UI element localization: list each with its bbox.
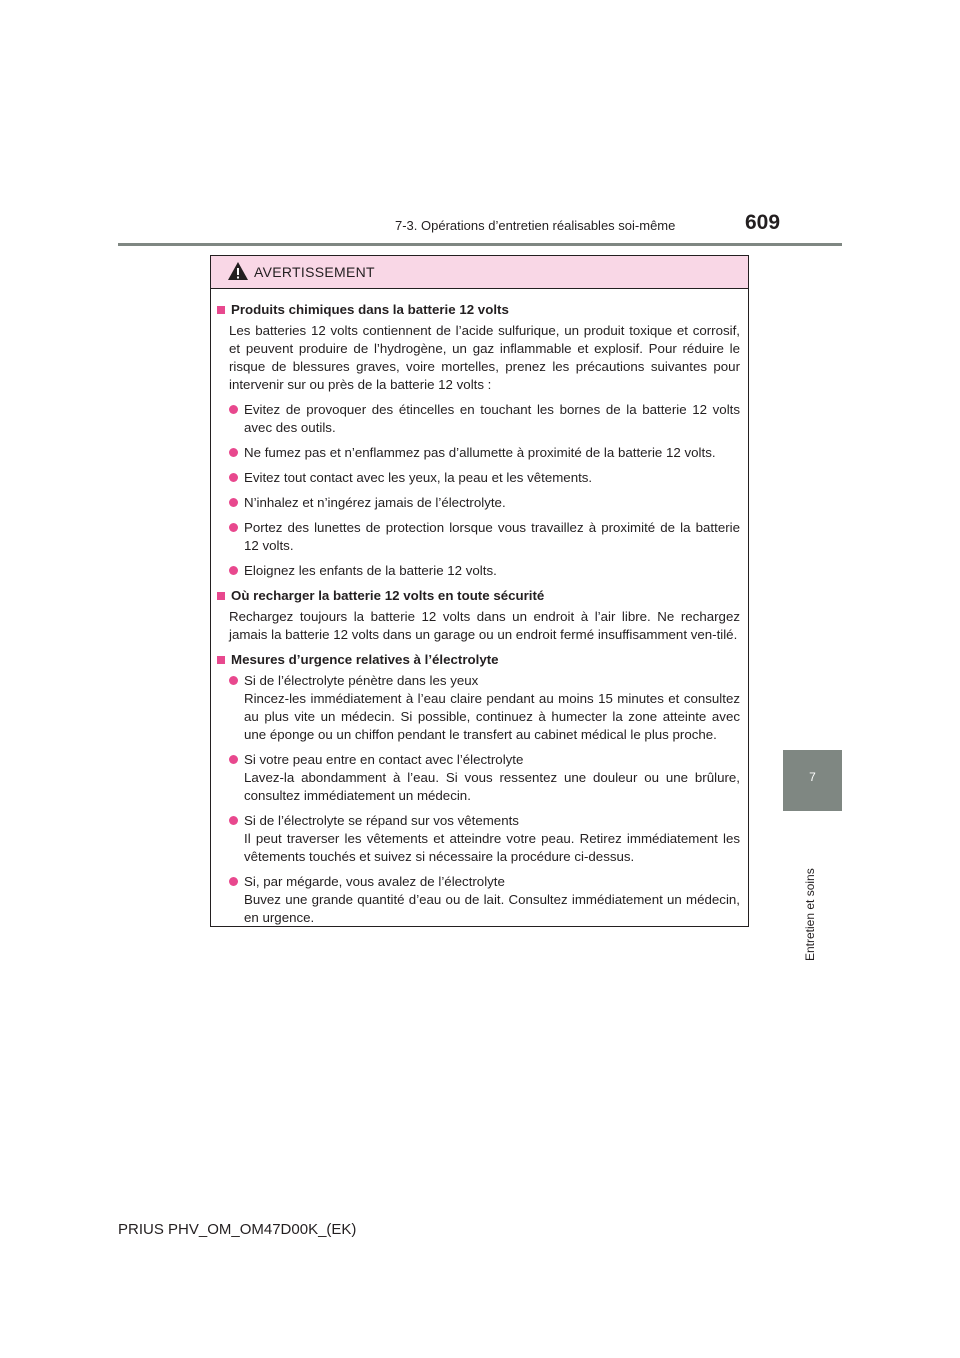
warning-header: [211, 256, 748, 289]
section-heading: Mesures d’urgence relatives à l’électrolyte: [217, 651, 740, 669]
dot-bullet-icon: [229, 877, 238, 886]
list-item: Si, par mégarde, vous avalez de l’électrolyte Buvez une grande quantité d’eau ou de lait. Consultez immédiatement un médecin, en urgence.: [217, 873, 740, 927]
square-bullet-icon: [217, 592, 225, 600]
list-item: Si de l’électrolyte se répand sur vos vêtements Il peut traverser les vêtements et atteindre votre peau. Retirez immédiatement les vêtements touchés et suivez si nécessaire la procédure ci-dessus.: [217, 812, 740, 866]
dot-bullet-icon: [229, 566, 238, 575]
warning-box: [210, 255, 749, 927]
list-item: Si de l’électrolyte pénètre dans les yeux Rincez-les immédiatement à l’eau claire pendant au moins 15 minutes et consultez au plus vite un médecin. Si possible, continuez à humecter la zone atteinte avec une éponge ou un chiffon pendant le transfert au cabinet médical le plus proche.: [217, 672, 740, 744]
list-item: Evitez tout contact avec les yeux, la peau et les vêtements.: [217, 469, 740, 487]
square-bullet-icon: [217, 656, 225, 664]
dot-bullet-icon: [229, 816, 238, 825]
dot-bullet-icon: [229, 448, 238, 457]
list-item: Evitez de provoquer des étincelles en touchant les bornes de la batterie 12 volts avec des outils.: [217, 401, 740, 437]
section-heading: Produits chimiques dans la batterie 12 volts: [217, 301, 740, 319]
section-header-title: 7-3. Opérations d’entretien réalisables soi-même: [395, 218, 676, 233]
list-item: Si votre peau entre en contact avec l’électrolyte Lavez-la abondamment à l’eau. Si vous ressentez une douleur ou une brûlure, consultez immédiatement un médecin.: [217, 751, 740, 805]
chapter-number: 7: [809, 770, 816, 784]
chapter-title-vertical: Entretien et soins: [803, 868, 817, 961]
section-paragraph: Rechargez toujours la batterie 12 volts dans un endroit à l’air libre. Ne rechargez jamais la batterie 12 volts dans un garage ou un endroit fermé insuffisamment ven-tilé.: [229, 609, 740, 642]
square-bullet-icon: [217, 306, 225, 314]
footer-model-code: PRIUS PHV_OM_OM47D00K_(EK): [118, 1221, 357, 1238]
dot-bullet-icon: [229, 405, 238, 414]
list-item: Eloignez les enfants de la batterie 12 volts.: [217, 562, 740, 580]
section-paragraph: Les batteries 12 volts contiennent de l’acide sulfurique, un produit toxique et corrosif, et peuvent produire de l’hydrogène, un gaz inflammable et explosif. Pour réduire le risque de blessures graves, voire mortelles, prenez les précautions suivantes pour intervenir sur ou près de la batterie 12 volts :: [229, 323, 740, 392]
dot-bullet-icon: [229, 473, 238, 482]
dot-bullet-icon: [229, 498, 238, 507]
list-item: Ne fumez pas et n’enflammez pas d’allumette à proximité de la batterie 12 volts.: [217, 444, 740, 462]
dot-bullet-icon: [229, 523, 238, 532]
list-item: N’inhalez et n’ingérez jamais de l’électrolyte.: [217, 494, 740, 512]
warning-title: AVERTISSEMENT: [254, 264, 375, 280]
list-item: Portez des lunettes de protection lorsque vous travaillez à proximité de la batterie 12 volts.: [217, 519, 740, 555]
section-heading: Où recharger la batterie 12 volts en toute sécurité: [217, 587, 740, 605]
warning-body: [211, 289, 748, 927]
dot-bullet-icon: [229, 676, 238, 685]
dot-bullet-icon: [229, 755, 238, 764]
header-divider: [118, 243, 842, 246]
chapter-tab: [783, 750, 842, 811]
warning-icon: [227, 261, 249, 286]
page-number: 609: [745, 211, 781, 234]
